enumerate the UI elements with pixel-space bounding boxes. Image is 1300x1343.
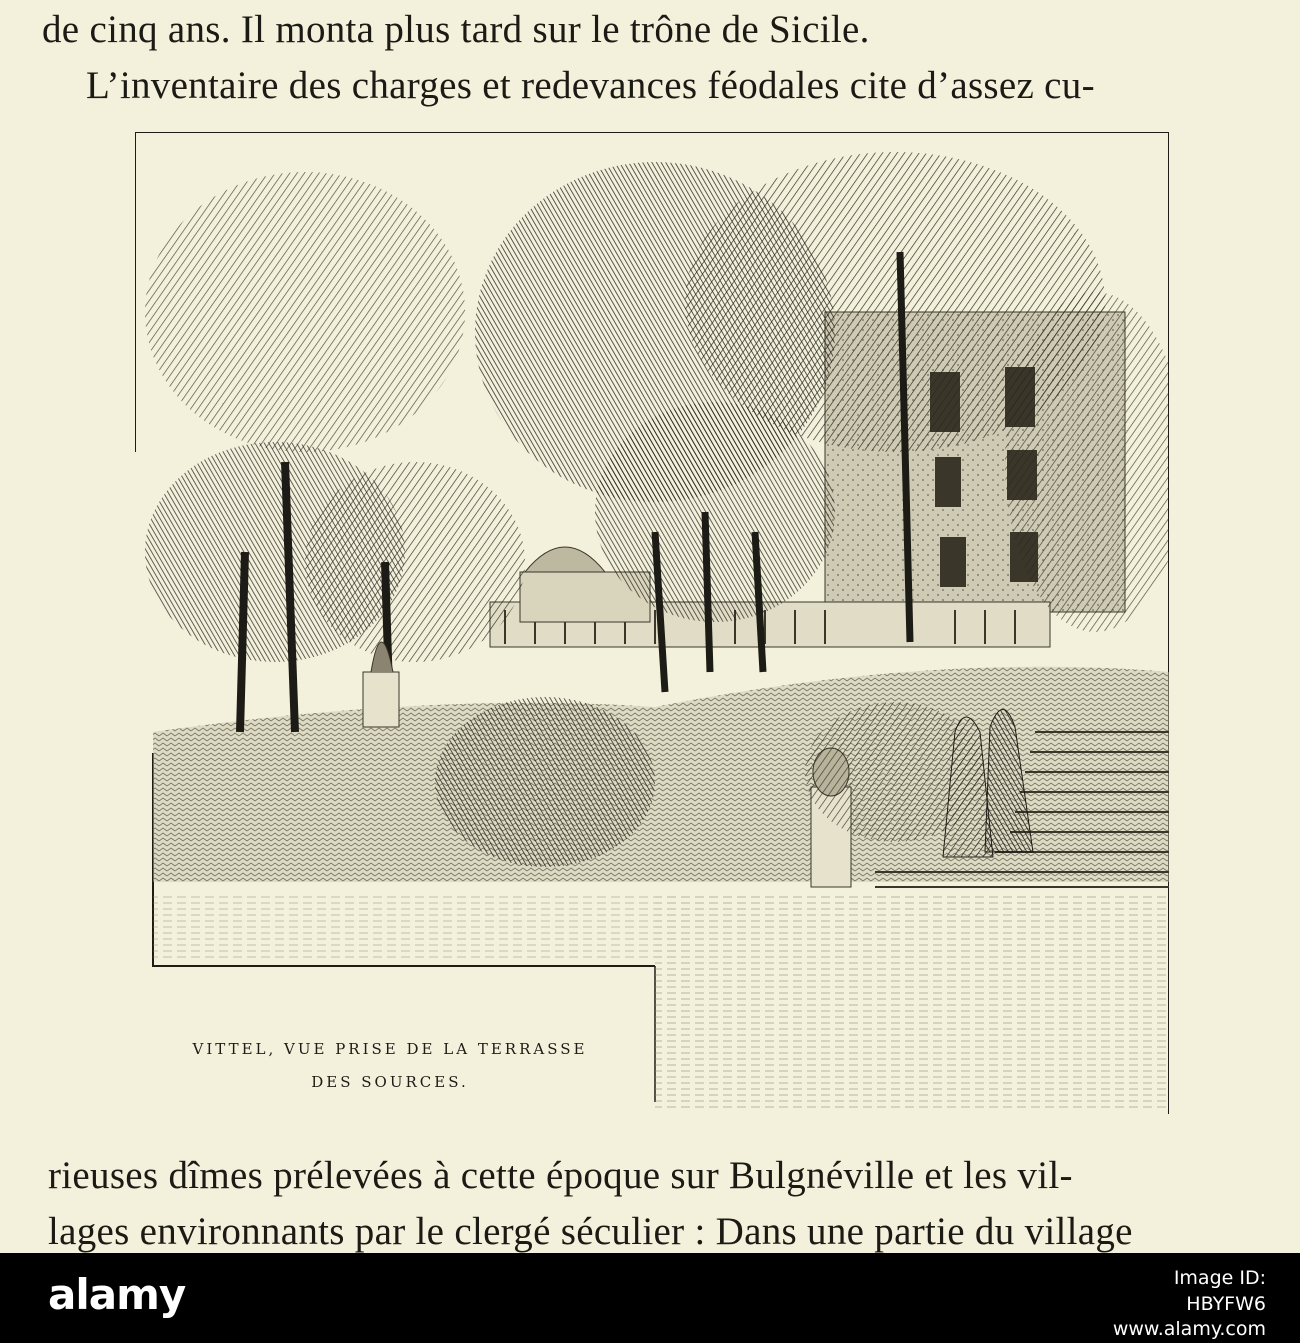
image-id-value: HBYFW6 — [1186, 1292, 1266, 1315]
text-line-4: lages environnants par le clergé séculier : Dans une partie du village — [48, 1210, 1133, 1253]
text-line-1: de cinq ans. Il monta plus tard sur le trône de Sicile. — [42, 8, 870, 51]
text-line-3: rieuses dîmes prélevées à cette époque sur Bulgnéville et les vil- — [48, 1154, 1073, 1197]
alamy-logo: alamy — [48, 1270, 186, 1319]
image-id-label: Image ID: — [1173, 1267, 1266, 1289]
engraving-illustration — [135, 132, 1169, 1132]
text-line-2: L’inventaire des charges et redevances féodales cite d’assez cu- — [86, 64, 1095, 107]
image-id-block — [1086, 1266, 1266, 1343]
site-url: www.alamy.com — [1112, 1318, 1266, 1341]
illustration-caption-line-2: DES SOURCES. — [311, 1073, 469, 1091]
illustration-caption-line-1: VITTEL, VUE PRISE DE LA TERRASSE — [192, 1040, 588, 1058]
